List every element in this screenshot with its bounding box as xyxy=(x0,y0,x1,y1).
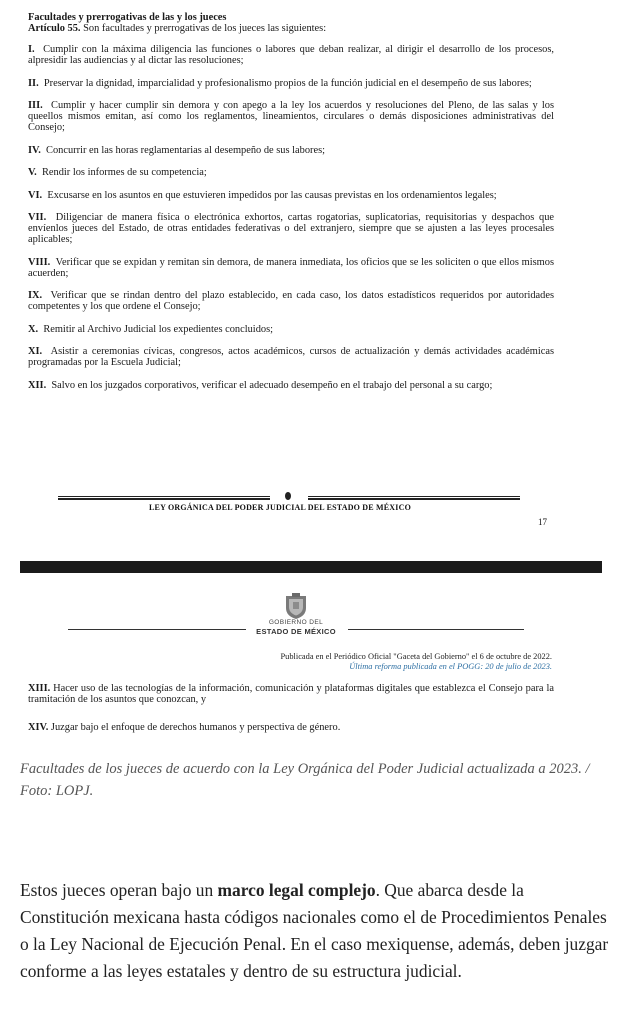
item-text: Asistir a ceremonias cívicas, congresos, actos académicos, cursos de actualización y demás actividades académicas programadas por la Escuela Judicial; xyxy=(28,346,555,368)
item-text: Diligenciar de manera física o electrónica exhortos, cartas rogatorias, suplicatorias, requisitorias y despachos que envíenlos jueces del Estado, de otras entidades federativas o del extranjero, siempre que se ajusten a las leyes procesales aplicables; xyxy=(28,212,554,245)
item-text: Preservar la dignidad, imparcialidad y profesionalismo propios de la función judicial en el desempeño de sus labores; xyxy=(43,77,532,89)
item-text: Remitir al Archivo Judicial los expedientes concluidos; xyxy=(43,323,274,335)
item-number: VIII. xyxy=(28,256,51,268)
item-number: IV. xyxy=(28,144,41,156)
list-item xyxy=(28,100,554,133)
item-number: I. xyxy=(28,44,35,55)
state-emblem-icon xyxy=(280,592,312,620)
item-text: Salvo en los juzgados corporativos, verificar el adecuado desempeño en el trabajo del personal a su cargo; xyxy=(51,379,493,391)
list-item xyxy=(28,78,554,89)
law-document-page-2 xyxy=(28,683,554,750)
paragraph-text: . Que abarca desde la Constitución mexicana hasta códigos nacionales como el de Procedimientos Penales o la Ley Nacional de Ejecución Penal. En el caso mexiquense, además, deben juzgar conforme a las leyes estatales y dentro de su estructura judicial. xyxy=(20,880,609,981)
list-item xyxy=(28,346,554,368)
item-number: XIV. xyxy=(28,722,49,733)
page-separator xyxy=(20,561,602,573)
gov-label-state: ESTADO DE MÉXICO xyxy=(256,627,336,636)
footer-title: LEY ORGÁNICA DEL PODER JUDICIAL DEL ESTADO DE MÉXICO xyxy=(149,503,411,512)
item-number: VII. xyxy=(28,212,47,223)
list-item xyxy=(28,683,554,705)
article-label: Artículo 55. xyxy=(28,23,81,34)
list-item xyxy=(28,380,554,391)
list-item xyxy=(28,190,554,201)
item-number: V. xyxy=(28,167,37,178)
list-item xyxy=(28,44,554,66)
list-item xyxy=(28,167,554,178)
page-number: 17 xyxy=(538,517,547,527)
list-item xyxy=(28,257,554,279)
article-text: Son facultades y prerrogativas de los jueces las siguientes: xyxy=(83,23,327,34)
last-reform-note: Última reforma publicada en el POGG: 20 de julio de 2023. xyxy=(349,662,552,671)
list-item xyxy=(28,722,554,733)
item-number: XIII. xyxy=(28,683,51,694)
footer-divider xyxy=(58,491,520,501)
item-text: Verificar que se expidan y remitan sin demora, de manera inmediata, los oficios que se les soliciten o que ellos mismos acuerden; xyxy=(28,256,554,279)
list-item xyxy=(28,212,554,245)
image-caption: Facultades de los jueces de acuerdo con la Ley Orgánica del Poder Judicial actualizada a 2023. / Foto: LOPJ. xyxy=(20,761,590,799)
item-text: Cumplir y hacer cumplir sin demora y con apego a la ley los acuerdos y resoluciones del Pleno, de las salas y los queellos mismos emitan, así como los reglamentos, lineamientos, circulares o demás disposiciones administrativas del Consejo; xyxy=(28,100,554,133)
list-item xyxy=(28,290,554,312)
item-text: Rendir los informes de su competencia; xyxy=(41,167,207,178)
item-number: XII. xyxy=(28,379,47,391)
law-document-page-1 xyxy=(28,12,554,402)
item-text: Hacer uso de las tecnologías de la información, comunicación y plataformas digitales que establezca el Consejo para la tramitación de los asuntos que conozcan, y xyxy=(28,683,554,705)
item-number: II. xyxy=(28,77,39,89)
paragraph-emphasis: marco legal complejo xyxy=(217,880,376,900)
item-number: III. xyxy=(28,100,43,111)
gov-label-small: GOBIERNO DEL xyxy=(268,619,324,626)
item-text: Juzgar bajo el enfoque de derechos humanos y perspectiva de género. xyxy=(50,722,341,733)
paragraph-text: Estos jueces operan bajo un xyxy=(20,880,218,900)
publication-note: Publicada en el Periódico Oficial "Gaceta del Gobierno" el 6 de octubre de 2022. xyxy=(280,652,552,661)
divider-dot xyxy=(285,492,291,500)
section-heading: Facultades y prerrogativas de las y los jueces xyxy=(28,12,227,23)
article-line xyxy=(28,23,554,34)
item-text: Cumplir con la máxima diligencia las funciones o labores que deban realizar, al dirigir el desarrollo de los procesos, alpresidir las audiencias y al dictar las resoluciones; xyxy=(28,44,555,66)
article-paragraph xyxy=(20,877,612,985)
government-header xyxy=(0,592,628,644)
item-text: Excusarse en los asuntos en que estuvieren impedidos por las causas previstas en los ordenamientos legales; xyxy=(47,189,497,201)
list-item xyxy=(28,145,554,156)
item-number: VI. xyxy=(28,189,43,201)
list-item xyxy=(28,324,554,335)
item-text: Verificar que se rindan dentro del plazo establecido, en cada caso, los datos estadísticos requeridos por autoridades competentes y los que ordene el Consejo; xyxy=(28,290,554,312)
item-number: IX. xyxy=(28,290,43,301)
item-text: Concurrir en las horas reglamentarias al desempeño de sus labores; xyxy=(46,144,326,156)
item-number: XI. xyxy=(28,346,43,357)
item-number: X. xyxy=(28,323,39,335)
